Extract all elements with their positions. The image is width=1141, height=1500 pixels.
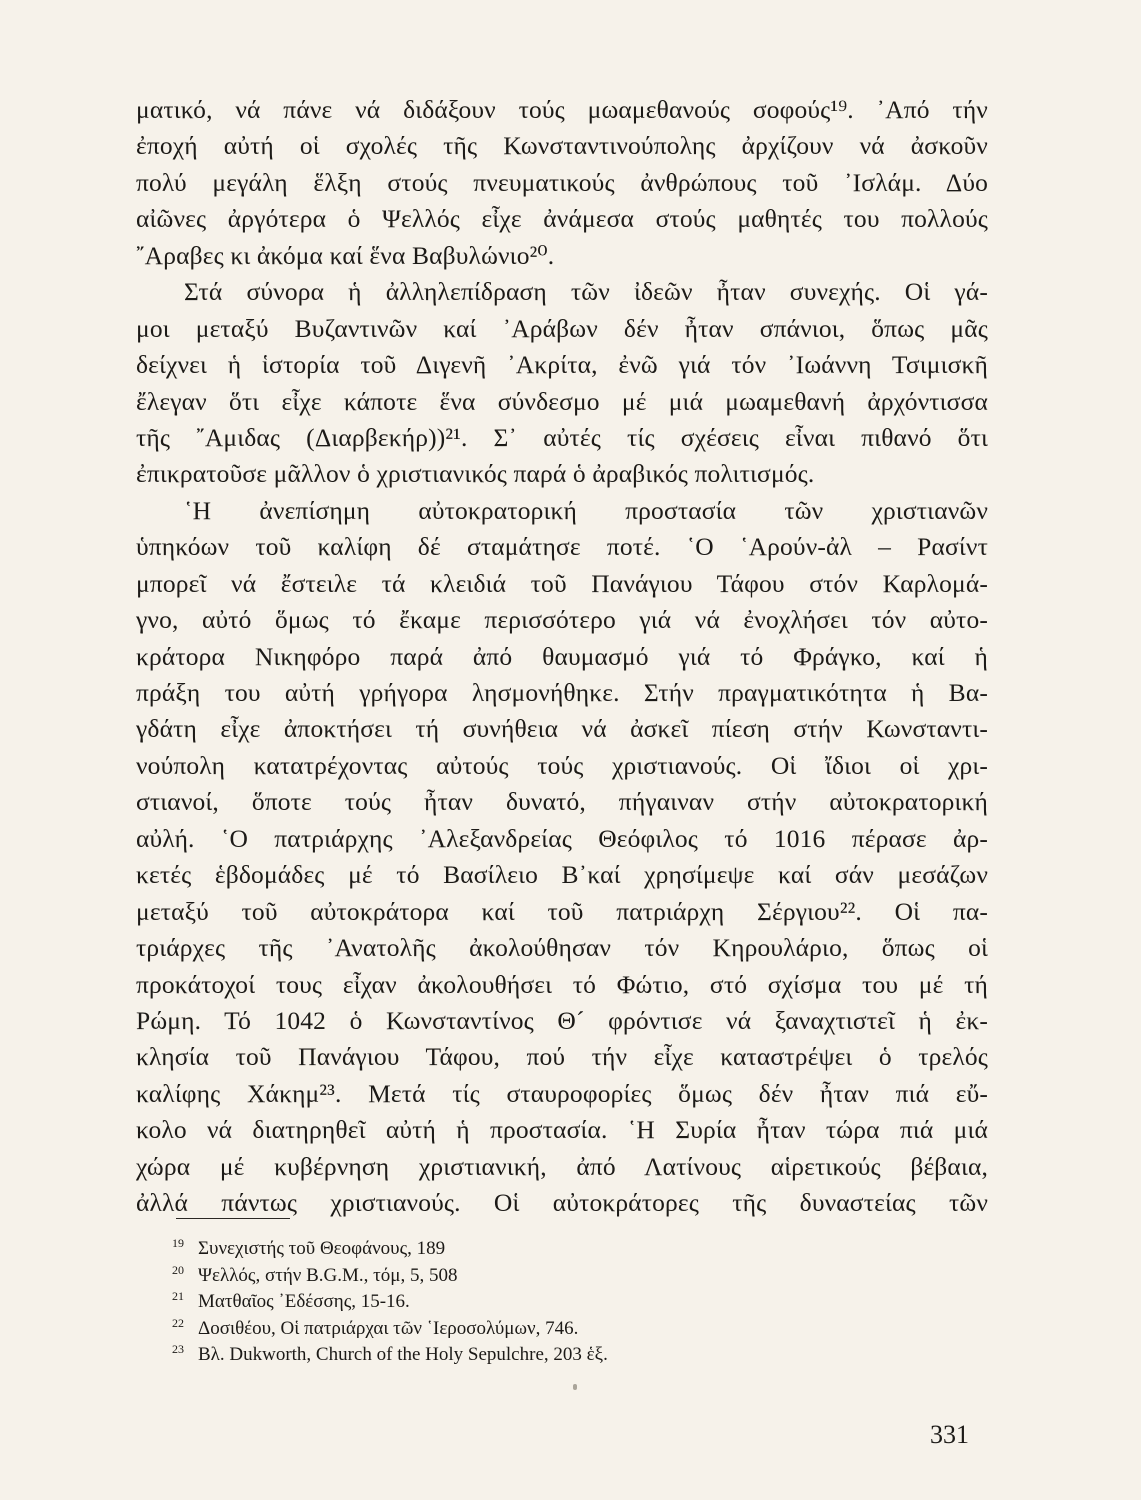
text-line: πολύ μεγάλη ἕλξη στούς πνευματικούς ἀνθρώπους τοῦ ᾿Ισλάμ. Δύο: [136, 167, 988, 197]
text-line: μεταξύ τοῦ αὐτοκράτορα καί τοῦ πατριάρχη Σέργιου²². Οἱ πα-: [136, 896, 988, 926]
footnote-text: Δοσιθέου, Οἱ πατριάρχαι τῶν ῾Ιεροσολύμων, 746.: [198, 1317, 579, 1339]
footnotes: [172, 1230, 872, 1363]
text-line: Στά σύνορα ἡ ἀλληλεπίδραση τῶν ἰδεῶν ἦταν συνεχής. Οἱ γά-: [184, 277, 988, 307]
footnote: [172, 1336, 872, 1363]
footnote: [172, 1230, 872, 1257]
text-line: αὐλή. ῾Ο πατριάρχης ᾿Αλεξανδρείας Θεόφιλος τό 1016 πέρασε ἀρ-: [136, 823, 988, 853]
text-line: καλίφης Χάκημ²³. Μετά τίς σταυροφορίες ὅμως δέν ἦταν πιά εὔ-: [136, 1078, 988, 1108]
body-text: [136, 92, 988, 1222]
text-line: προκάτοχοί τους εἶχαν ἀκολουθήσει τό Φώτιο, στό σχίσμα του μέ τή: [136, 969, 988, 999]
text-line: νούπολη κατατρέχοντας αὐτούς τούς χριστιανούς. Οἱ ἴδιοι οἱ χρι-: [136, 750, 988, 780]
text-line: κράτορα Νικηφόρο παρά ἀπό θαυμασμό γιά τό Φράγκο, καί ἡ: [136, 641, 988, 671]
text-line: κολο νά διατηρηθεῖ αὐτή ἡ προστασία. ῾Η Συρία ἦταν τώρα πιά μιά: [136, 1115, 988, 1145]
footnote: [172, 1257, 872, 1284]
footnote-divider: [176, 1218, 290, 1219]
text-line: γδάτη εἶχε ἀποκτήσει τή συνήθεια νά ἀσκεῖ πίεση στήν Κωνσταντι-: [136, 714, 988, 744]
footnote: [172, 1310, 872, 1337]
text-line: ἔλεγαν ὅτι εἶχε κάποτε ἕνα σύνδεσμο μέ μιά μωαμεθανή ἀρχόντισσα: [136, 386, 988, 416]
footnote-number: 21: [172, 1289, 184, 1303]
text-line: πράξη του αὐτή γρήγορα λησμονήθηκε. Στήν πραγματικότητα ἡ Βα-: [136, 678, 988, 707]
text-line: Ρώμη. Τό 1042 ὁ Κωνσταντίνος Θ´ φρόντισε νά ξαναχτιστεῖ ἡ ἐκ-: [136, 1005, 988, 1035]
text-line: ῾Η ἀνεπίσημη αὐτοκρατορική προστασία τῶν χριστιανῶν: [184, 495, 988, 525]
text-line: ματικό, νά πάνε νά διδάξουν τούς μωαμεθανούς σοφούς¹⁹. ᾿Από τήν: [136, 95, 988, 124]
text-line: αἰῶνες ἀργότερα ὁ Ψελλός εἶχε ἀνάμεσα στούς μαθητές του πολλούς: [136, 204, 988, 234]
text-line: κλησία τοῦ Πανάγιου Τάφου, πού τήν εἶχε καταστρέψει ὁ τρελός: [136, 1042, 988, 1072]
text-line: ῎Αραβες κι ἀκόμα καί ἕνα Βαβυλώνιο²⁰.: [136, 240, 555, 270]
footnote: [172, 1283, 872, 1310]
footnote-text: Ψελλός, στήν B.G.M., τόμ, 5, 508: [198, 1264, 458, 1286]
text-line: μοι μεταξύ Βυζαντινῶν καί ᾿Αράβων δέν ἦταν σπάνιοι, ὅπως μᾶς: [136, 313, 988, 343]
text-line: κετές ἑβδομάδες μέ τό Βασίλειο Β᾿καί χρησίμεψε καί σάν μεσάζων: [136, 860, 988, 890]
footnote-text: Ματθαῖος ᾿Εδέσσης, 15-16.: [198, 1291, 410, 1312]
text-line: δείχνει ἡ ἱστορία τοῦ Διγενῆ ᾿Ακρίτα, ἐνῶ γιά τόν ᾿Ιωάννη Τσιμισκῆ: [136, 350, 988, 380]
footnote-text: Βλ. Dukworth, Church of the Holy Sepulchre, 203 ἑξ.: [198, 1344, 608, 1365]
text-line: γνο, αὐτό ὅμως τό ἔκαμε περισσότερο γιά νά ἐνοχλήσει τόν αὐτο-: [136, 605, 988, 635]
text-line: ἐποχή αὐτή οἱ σχολές τῆς Κωνσταντινούπολης ἀρχίζουν νά ἀσκοῦν: [136, 131, 988, 161]
footnote-number: 20: [172, 1262, 184, 1277]
page-number: 331: [930, 1420, 969, 1449]
footnote-number: 23: [172, 1342, 184, 1356]
print-speck: [573, 1384, 577, 1390]
footnote-number: 19: [172, 1236, 184, 1250]
footnote-text: Συνεχιστής τοῦ Θεοφάνους, 189: [198, 1238, 446, 1259]
text-line: ἐπικρατοῦσε μᾶλλον ὁ χριστιανικός παρά ὁ ἀραβικός πολιτισμός.: [136, 459, 815, 489]
text-line: τῆς ῎Αμιδας (Διαρβεκήρ))²¹. Σ᾿ αὐτές τίς σχέσεις εἶναι πιθανό ὅτι: [136, 422, 988, 452]
footnote-number: 22: [172, 1315, 184, 1330]
text-line: χώρα μέ κυβέρνηση χριστιανική, ἀπό Λατίνους αἱρετικούς βέβαια,: [136, 1151, 988, 1181]
text-line: ἀλλά πάντως χριστιανούς. Οἱ αὐτοκράτορες τῆς δυναστείας τῶν: [136, 1188, 988, 1218]
text-line: τριάρχες τῆς ᾿Ανατολῆς ἀκολούθησαν τόν Κηρουλάριο, ὅπως οἱ: [136, 933, 988, 963]
text-line: ὑπηκόων τοῦ καλίφη δέ σταμάτησε ποτέ. ῾Ο ῾Αρούν-ἀλ – Ρασίντ: [136, 532, 988, 562]
text-line: μπορεῖ νά ἔστειλε τά κλειδιά τοῦ Πανάγιου Τάφου στόν Καρλομά-: [136, 568, 988, 598]
text-line: στιανοί, ὅποτε τούς ἦταν δυνατό, πήγαιναν στήν αὐτοκρατορική: [136, 787, 988, 817]
